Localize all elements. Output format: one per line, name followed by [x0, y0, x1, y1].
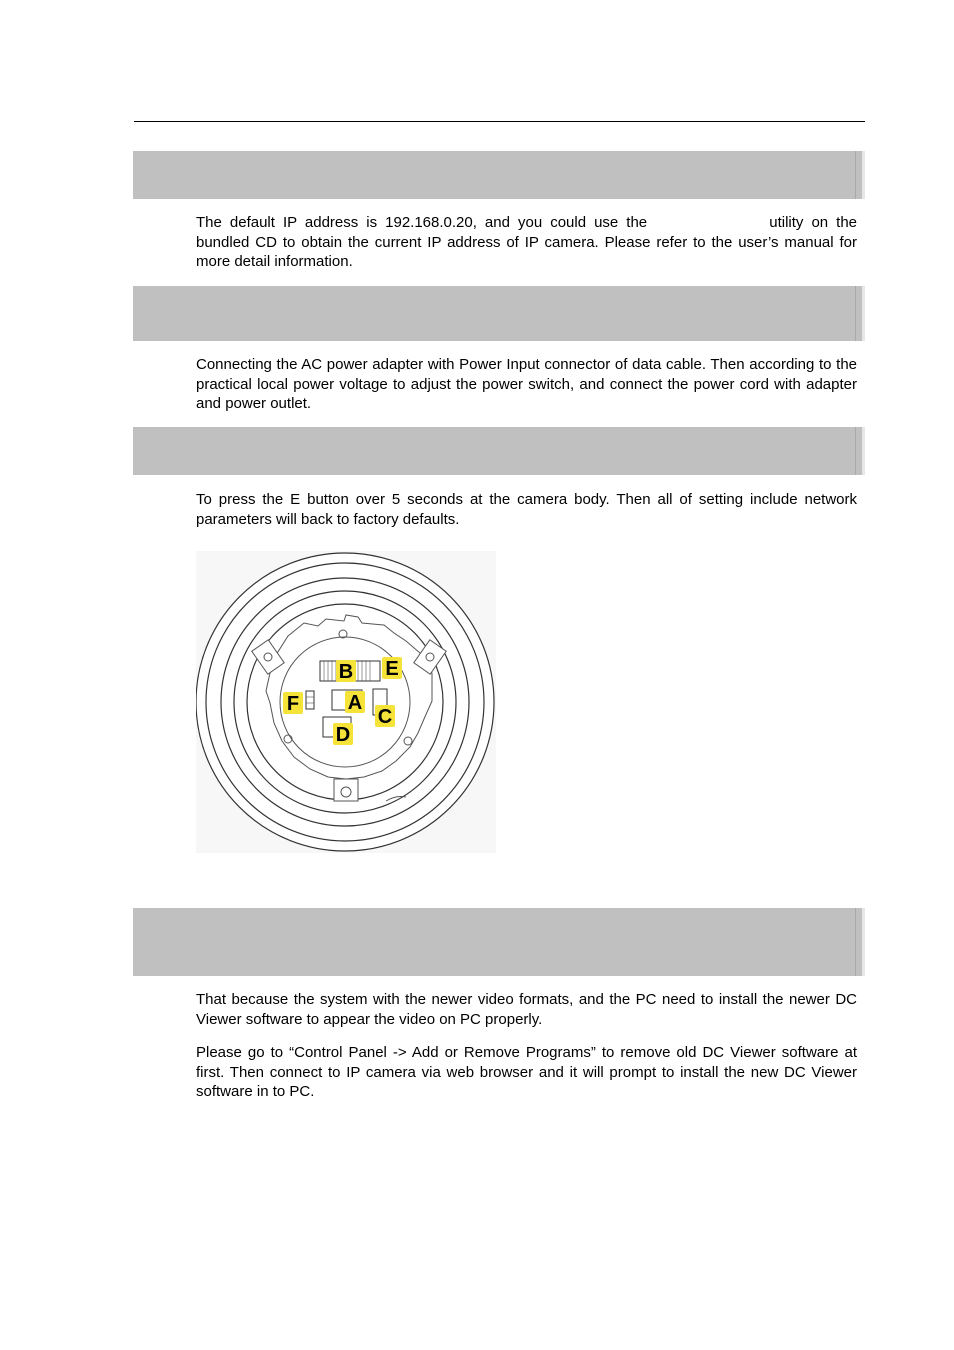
callout-d-label: D	[335, 724, 351, 746]
section-2-paragraph: Connecting the AC power adapter with Power Input connector of data cable. Then according to the practical local power voltage to adjust the power switch, and connect the power cord with adapter and power outlet.	[196, 356, 857, 412]
callout-f-label: F	[286, 693, 300, 715]
section-heading-bar-1	[133, 151, 865, 199]
section-3-paragraph: To press the E button over 5 seconds at the camera body. Then all of setting include network parameters will back to factory defaults.	[196, 491, 857, 528]
callout-a-label: A	[347, 692, 363, 714]
section-heading-bar-3	[133, 427, 865, 475]
section-heading-bar-2	[133, 286, 865, 341]
section-1-paragraph: The default IP address is 192.168.0.20, and you could use the utility on the bundled CD to obtain the current IP address of IP camera. Please refer to the user’s manual for more detail information.	[196, 214, 858, 270]
callout-b-label: B	[338, 661, 354, 683]
section-4-paragraph-2: Please go to “Control Panel -> Add or Remove Programs” to remove old DC Viewer software at first. Then connect to IP camera via web browser and it will prompt to install the new DC Viewer software in to PC.	[196, 1044, 857, 1100]
camera-base-diagram	[196, 551, 496, 853]
header-rule	[134, 121, 865, 122]
callout-c-label: C	[377, 706, 393, 728]
section-4-paragraph-1: That because the system with the newer video formats, and the PC need to install the newer DC Viewer software to appear the video on PC properly.	[196, 991, 857, 1028]
callout-e-label: E	[385, 658, 399, 680]
section-heading-bar-4	[133, 908, 865, 976]
